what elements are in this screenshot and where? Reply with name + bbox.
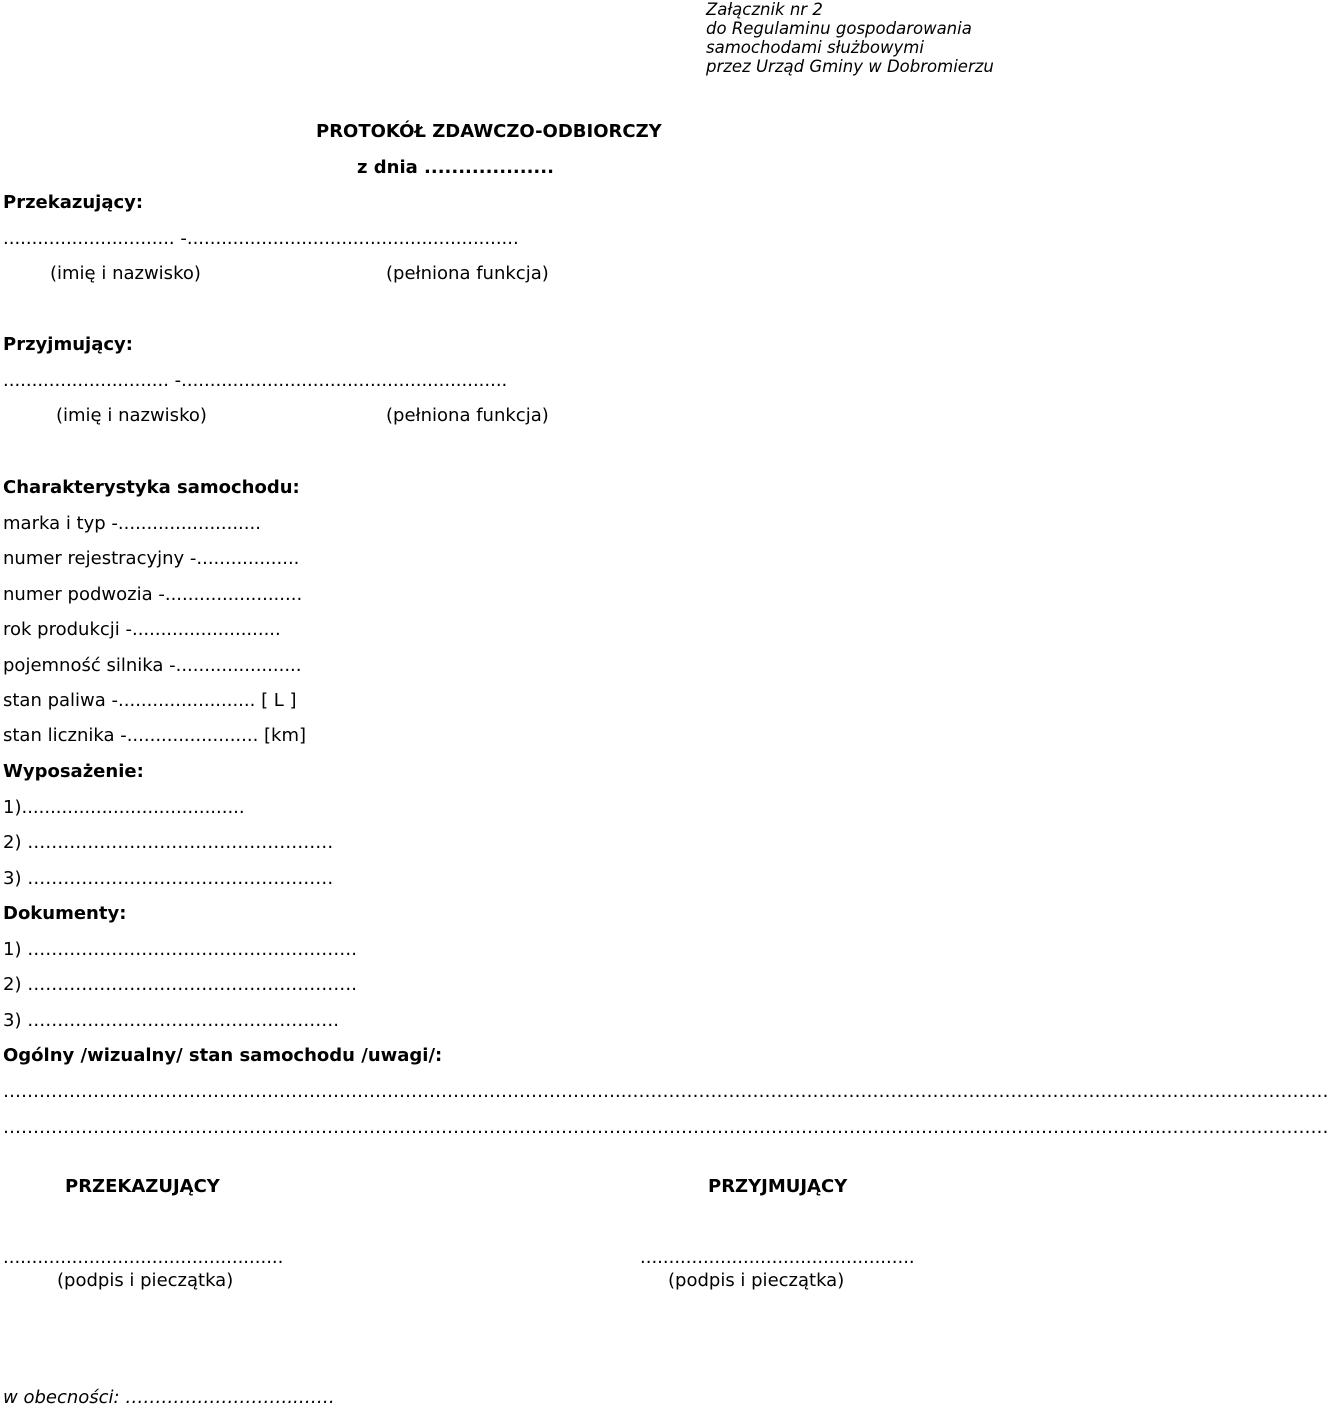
characteristics-item: rok produkcji -.......................... [3, 619, 281, 640]
receiving-function-caption: (pełniona funkcja) [386, 405, 549, 426]
signature-left-line: ................................................. [3, 1247, 284, 1268]
condition-line-2: …………………………………………………………………………………………………………………………………………………………………………..……………………… [3, 1117, 1328, 1138]
witness-line: w obecności: ………………………..…… [3, 1387, 335, 1408]
handing-over-function-caption: (pełniona funkcja) [386, 263, 549, 284]
characteristics-item: stan paliwa -........................ [ L ] [3, 690, 297, 711]
characteristics-item: stan licznika -....................... [km] [3, 725, 307, 746]
signature-left-caption: (podpis i pieczątka) [57, 1270, 234, 1291]
receiving-fill-line: ............................. -......................................................... [3, 370, 508, 391]
equipment-item: 2) …………………………………………… [3, 832, 334, 853]
documents-item: 3) ……………………………………………. [3, 1010, 339, 1031]
characteristics-item: numer podwozia -........................ [3, 584, 303, 605]
handing-over-fill-line: .............................. -.......................................................... [3, 228, 519, 249]
equipment-item: 1)....................................... [3, 797, 245, 818]
attachment-line-2: do Regulaminu gospodarowania [706, 19, 972, 38]
documents-item: 2) ………………………………………………. [3, 974, 357, 995]
documents-heading: Dokumenty: [3, 903, 127, 924]
handing-over-heading: Przekazujący: [3, 192, 144, 213]
documents-item: 1) ………………………………………………. [3, 939, 357, 960]
signature-right-caption: (podpis i pieczątka) [668, 1270, 845, 1291]
characteristics-item: marka i typ -......................... [3, 513, 261, 534]
document-title: PROTOKÓŁ ZDAWCZO-ODBIORCZY [316, 121, 662, 142]
signature-left-heading: PRZEKAZUJĄCY [65, 1176, 220, 1197]
date-line: z dnia ................... [357, 157, 554, 178]
receiving-heading: Przyjmujący: [3, 334, 133, 355]
characteristics-heading: Charakterystyka samochodu: [3, 477, 300, 498]
characteristics-item: pojemność silnika -...................... [3, 655, 302, 676]
attachment-line-3: samochodami służbowymi [706, 38, 924, 57]
handing-over-name-caption: (imię i nazwisko) [50, 263, 201, 284]
condition-heading: Ogólny /wizualny/ stan samochodu /uwagi/: [3, 1045, 443, 1066]
attachment-line-1: Załącznik nr 2 [706, 0, 823, 19]
signature-right-line: ................................................ [640, 1247, 915, 1268]
condition-line-1: …………………………………………………………………………………………..……………………………………………………………………………………………………… [3, 1081, 1328, 1102]
signature-right-heading: PRZYJMUJĄCY [708, 1176, 848, 1197]
equipment-item: 3) …………………………………………… [3, 868, 334, 889]
attachment-line-4: przez Urząd Gminy w Dobromierzu [706, 57, 994, 76]
equipment-heading: Wyposażenie: [3, 761, 144, 782]
receiving-name-caption: (imię i nazwisko) [56, 405, 207, 426]
characteristics-item: numer rejestracyjny -.................. [3, 548, 300, 569]
